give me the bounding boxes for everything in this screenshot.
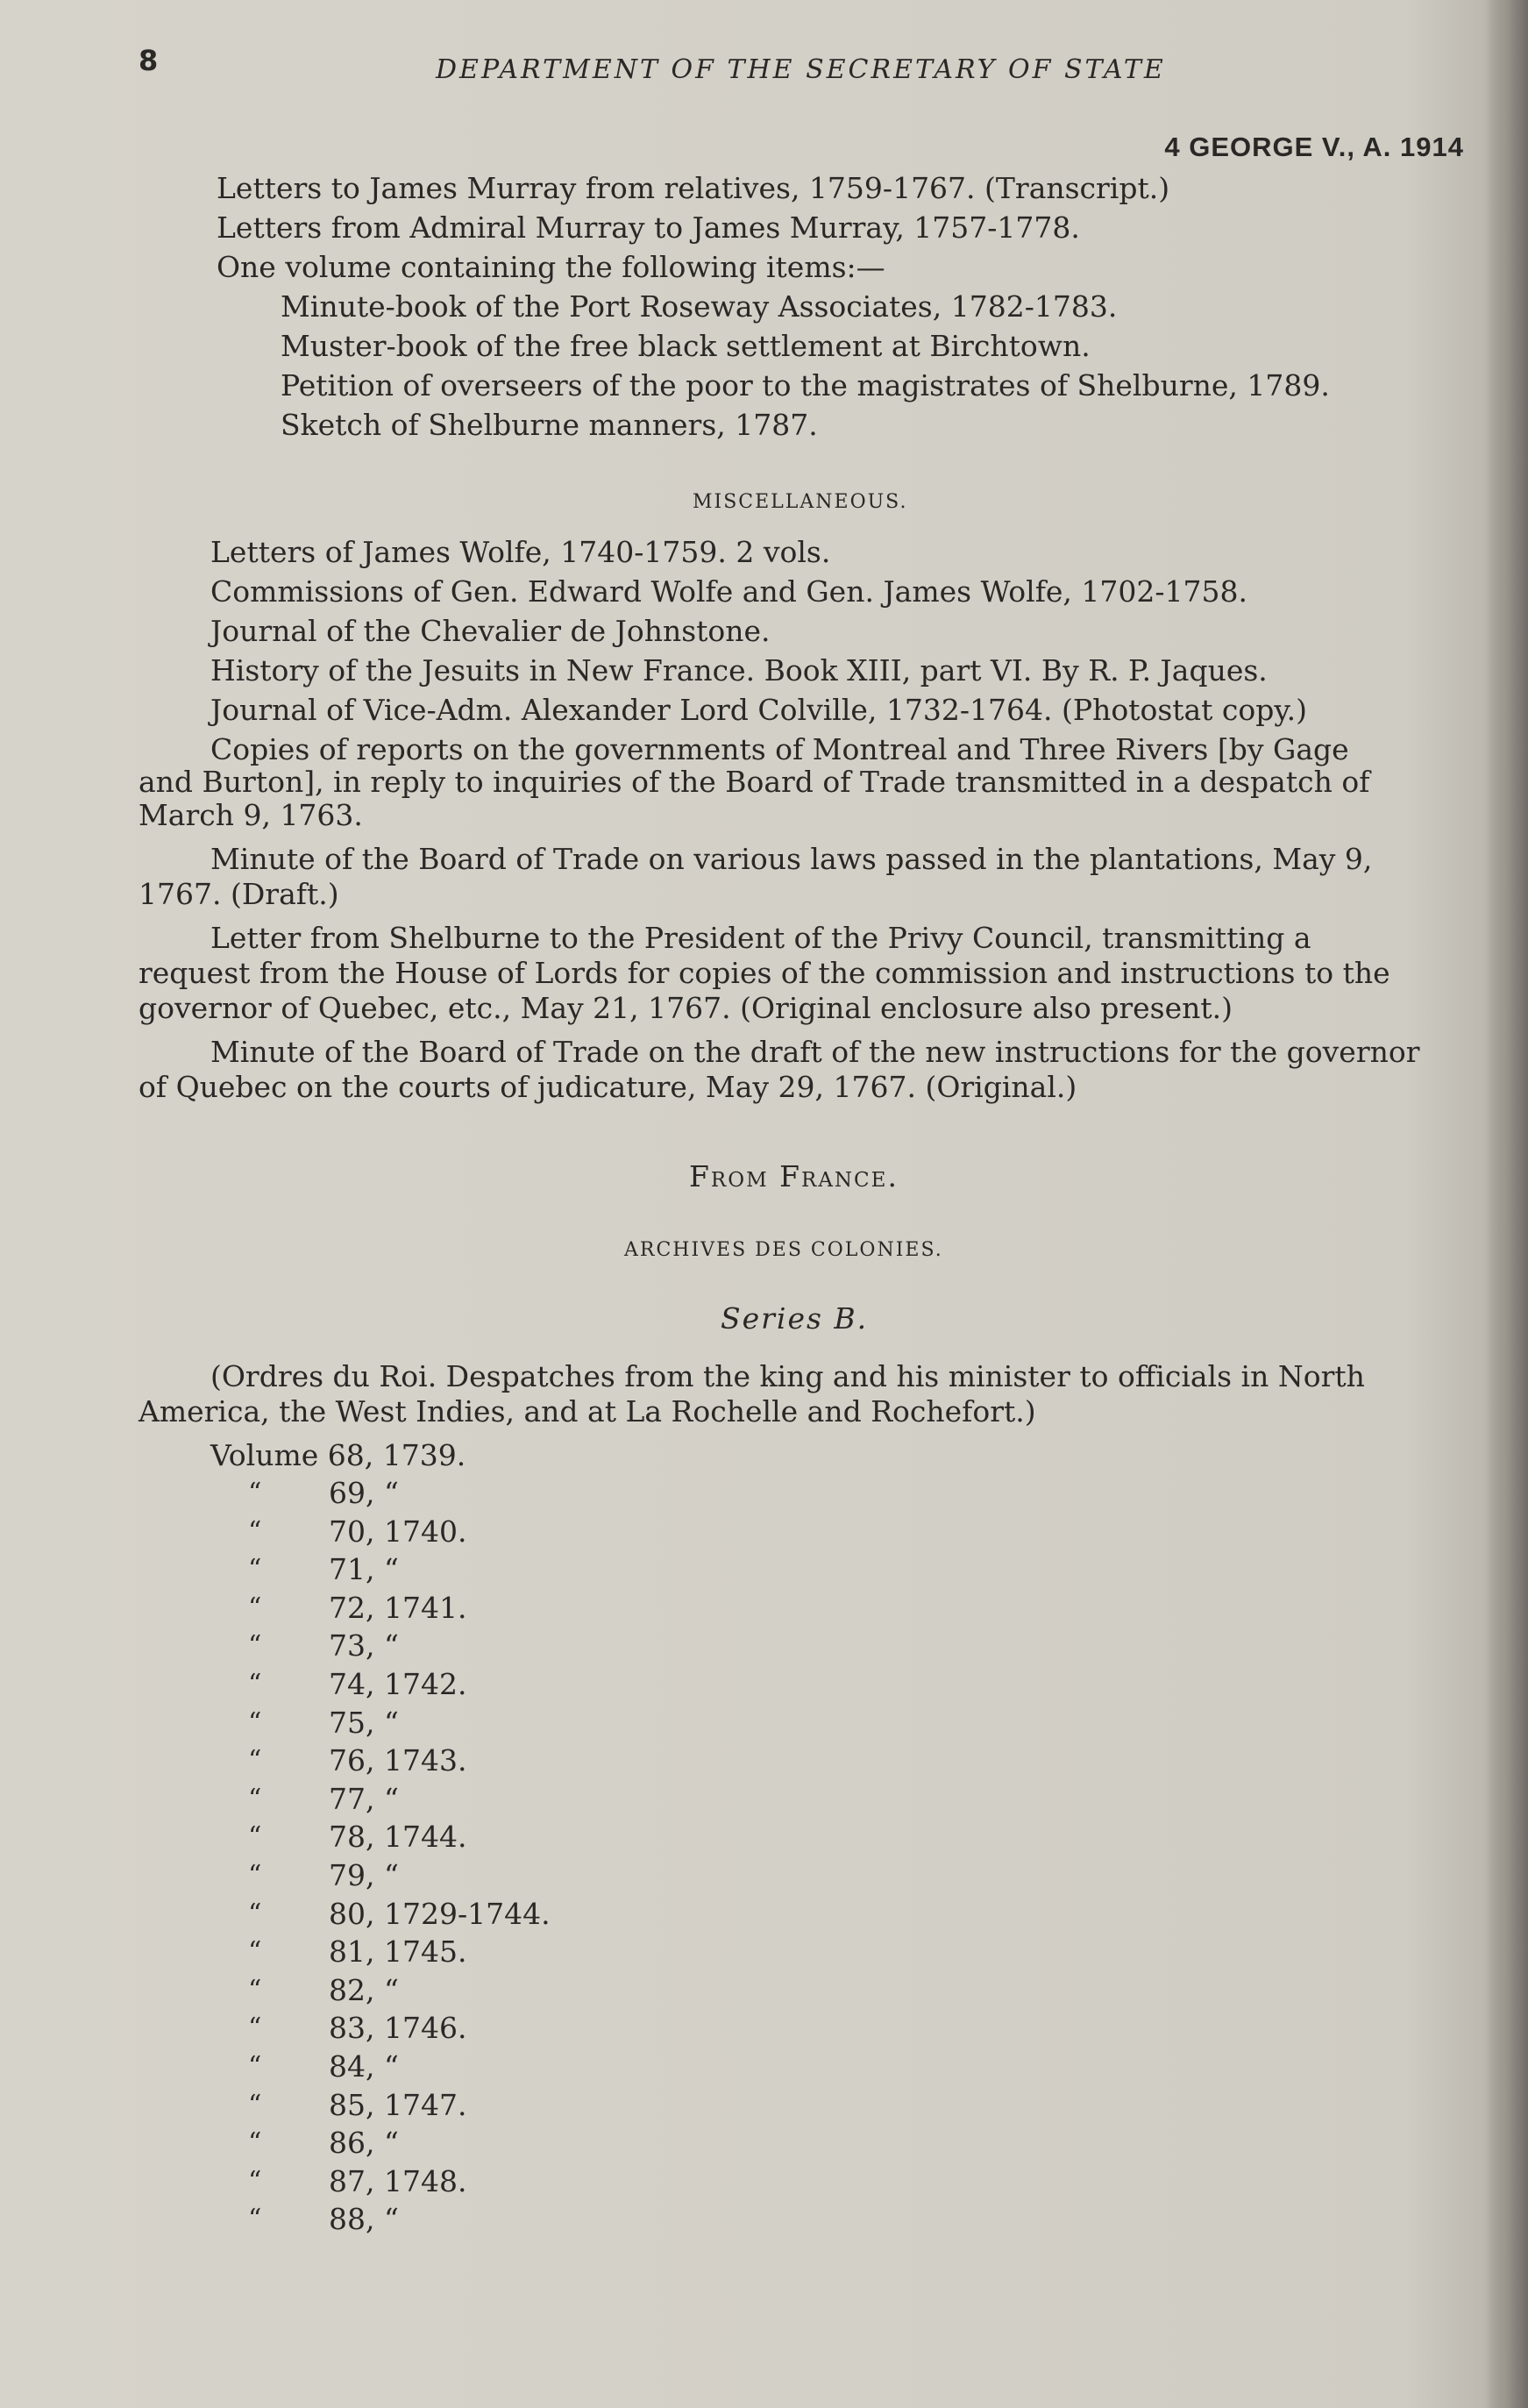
- ditto-mark: “: [248, 1592, 262, 1623]
- volume-entry: 87, 1748.: [329, 2164, 467, 2198]
- volume-entry: 82, “: [329, 1973, 399, 2007]
- section-heading-from-france: From France.: [689, 1159, 899, 1193]
- ditto-mark: “: [248, 2204, 262, 2234]
- ditto-mark: “: [248, 1554, 262, 1585]
- volume-entry: 73, “: [329, 1628, 399, 1663]
- entry-line: Letters from Admiral Murray to James Murray, 1757-1778.: [217, 210, 1080, 245]
- volume-entry: 84, “: [329, 2049, 399, 2084]
- sub-item: Petition of overseers of the poor to the magistrates of Shelburne, 1789.: [281, 368, 1330, 403]
- page-number: 8: [139, 44, 159, 77]
- entry-line: One volume containing the following items:—: [217, 250, 885, 284]
- volume-entry: 76, 1743.: [329, 1743, 467, 1778]
- running-title: DEPARTMENT OF THE SECRETARY OF STATE: [436, 54, 1166, 85]
- volume-entry: 71, “: [329, 1552, 399, 1586]
- misc-line: Copies of reports on the governments of Montreal and Three Rivers [by Gage: [210, 732, 1349, 766]
- misc-line: request from the House of Lords for copies of the commission and instructions to the: [139, 956, 1390, 990]
- volume-entry: 86, “: [329, 2126, 399, 2160]
- misc-line: Commissions of Gen. Edward Wolfe and Gen. James Wolfe, 1702-1758.: [210, 574, 1248, 609]
- misc-line: Minute of the Board of Trade on various laws passed in the plantations, May 9,: [210, 842, 1373, 876]
- volume-entry: 78, 1744.: [329, 1820, 467, 1854]
- page-edge-shadow: [1486, 0, 1528, 2408]
- ditto-mark: “: [248, 1669, 262, 1699]
- misc-line: and Burton], in reply to inquiries of the Board of Trade transmitted in a despatch of: [139, 765, 1370, 799]
- ditto-mark: “: [248, 2013, 262, 2043]
- ditto-mark: “: [248, 2166, 262, 2197]
- misc-line: Journal of the Chevalier de Johnstone.: [210, 614, 771, 648]
- ditto-mark: “: [248, 1478, 262, 1508]
- misc-line: Journal of Vice-Adm. Alexander Lord Colville, 1732-1764. (Photostat copy.): [210, 693, 1308, 727]
- misc-line: Minute of the Board of Trade on the draft of the new instructions for the governor: [210, 1035, 1420, 1069]
- series-note-line: (Ordres du Roi. Despatches from the king and his minister to officials in North: [210, 1359, 1365, 1393]
- ditto-mark: “: [248, 2090, 262, 2120]
- misc-line: Letters of James Wolfe, 1740-1759. 2 vols.: [210, 535, 831, 569]
- ditto-mark: “: [248, 1630, 262, 1661]
- ditto-mark: “: [248, 1860, 262, 1891]
- session-label: 4 GEORGE V., A. 1914: [1164, 132, 1464, 162]
- misc-line: Letter from Shelburne to the President of the Privy Council, transmitting a: [210, 921, 1311, 955]
- ditto-mark: “: [248, 1745, 262, 1776]
- ditto-mark: “: [248, 1899, 262, 1929]
- ditto-mark: “: [248, 1707, 262, 1738]
- volume-entry: 80, 1729-1744.: [329, 1897, 551, 1931]
- ditto-mark: “: [248, 2127, 262, 2158]
- volume-entry: 69, “: [329, 1476, 399, 1510]
- volume-entry: 74, 1742.: [329, 1667, 467, 1701]
- volume-entry: 70, 1740.: [329, 1514, 467, 1549]
- volume-entry: 75, “: [329, 1706, 399, 1740]
- ditto-mark: “: [248, 1784, 262, 1814]
- ditto-mark: “: [248, 1975, 262, 2005]
- ditto-mark: “: [248, 1821, 262, 1852]
- ditto-mark: “: [248, 1936, 262, 1967]
- volume-entry: 72, 1741.: [329, 1591, 467, 1625]
- section-heading-series: Series B.: [721, 1301, 869, 1336]
- volume-entry: 81, 1745.: [329, 1934, 467, 1969]
- misc-line: of Quebec on the courts of judicature, May 29, 1767. (Original.): [139, 1070, 1077, 1104]
- volume-entry: 88, “: [329, 2202, 399, 2236]
- entry-line: Letters to James Murray from relatives, 1759-1767. (Transcript.): [217, 171, 1170, 205]
- misc-line: History of the Jesuits in New France. Book XIII, part VI. By R. P. Jaques.: [210, 653, 1268, 687]
- volume-first: Volume 68, 1739.: [210, 1438, 466, 1472]
- volume-entry: 79, “: [329, 1858, 399, 1892]
- sub-item: Minute-book of the Port Roseway Associates, 1782-1783.: [281, 289, 1118, 324]
- volume-entry: 85, 1747.: [329, 2088, 467, 2122]
- misc-line: 1767. (Draft.): [139, 877, 339, 911]
- sub-item: Sketch of Shelburne manners, 1787.: [281, 408, 818, 442]
- section-heading-miscellaneous: MISCELLANEOUS.: [693, 491, 908, 513]
- section-heading-archives: ARCHIVES DES COLONIES.: [624, 1239, 943, 1261]
- series-note-line: America, the West Indies, and at La Rochelle and Rochefort.): [139, 1394, 1036, 1428]
- sub-item: Muster-book of the free black settlement at Birchtown.: [281, 329, 1091, 363]
- misc-line: March 9, 1763.: [139, 798, 363, 832]
- misc-line: governor of Quebec, etc., May 21, 1767. (Original enclosure also present.): [139, 991, 1233, 1025]
- volume-entry: 77, “: [329, 1782, 399, 1816]
- ditto-mark: “: [248, 1516, 262, 1547]
- ditto-mark: “: [248, 2051, 262, 2082]
- volume-entry: 83, 1746.: [329, 2011, 467, 2045]
